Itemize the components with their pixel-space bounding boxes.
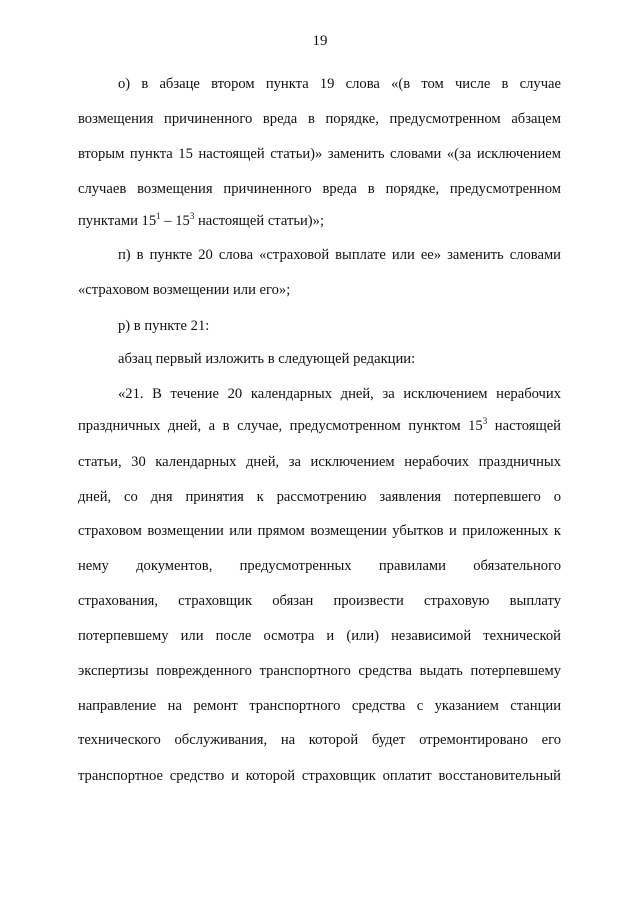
text-line: [78, 417, 561, 435]
superscript: 3: [482, 416, 488, 426]
text-line: «страховом возмещении или его»;: [78, 282, 291, 298]
text-span: настоящей: [487, 418, 561, 434]
page-number: 19: [312, 33, 328, 49]
text-line: экспертизы поврежденного транспортного средства выдать потерпевшему: [78, 663, 561, 679]
superscript: 1: [156, 211, 161, 221]
text-line: транспортное средство и которой страховщик оплатит восстановительный: [78, 768, 561, 784]
text-line: нему документов, предусмотренных правилами обязательного: [78, 558, 561, 574]
text-line: технического обслуживания, на которой будет отремонтировано его: [78, 732, 561, 748]
text-span: пунктами 15: [78, 213, 157, 229]
text-line: п) в пункте 20 слова «страховой выплате или ее» заменить словами: [118, 247, 561, 263]
text-line: о) в абзаце втором пункта 19 слова «(в том числе в случае: [118, 76, 561, 92]
text-line: страхования, страховщик обязан произвести страховую выплату: [78, 593, 561, 609]
superscript: 3: [189, 211, 195, 221]
text-line: потерпевшему или после осмотра и (или) независимой технической: [78, 628, 561, 644]
text-span: – 15: [160, 213, 190, 229]
text-line: случаев возмещения причиненного вреда в порядке, предусмотренном: [78, 181, 561, 197]
text-line: «21. В течение 20 календарных дней, за исключением нерабочих: [118, 386, 561, 402]
text-span: праздничных дней, а в случае, предусмотренном пунктом 15: [78, 418, 483, 434]
text-line: статьи, 30 календарных дней, за исключением нерабочих праздничных: [78, 454, 561, 470]
text-line: дней, со дня принятия к рассмотрению заявления потерпевшего о: [78, 489, 561, 505]
text-span: настоящей статьи)»;: [194, 213, 325, 229]
text-line: страховом возмещении или прямом возмещении убытков и приложенных к: [78, 523, 561, 539]
text-line: возмещения причиненного вреда в порядке, предусмотренном абзацем: [78, 111, 561, 127]
text-line: [78, 212, 561, 230]
text-line: вторым пункта 15 настоящей статьи)» заменить словами «(за исключением: [78, 146, 561, 162]
text-line: абзац первый изложить в следующей редакции:: [118, 351, 416, 367]
text-line: направление на ремонт транспортного средства с указанием станции: [78, 698, 561, 714]
text-line: р) в пункте 21:: [118, 318, 210, 334]
